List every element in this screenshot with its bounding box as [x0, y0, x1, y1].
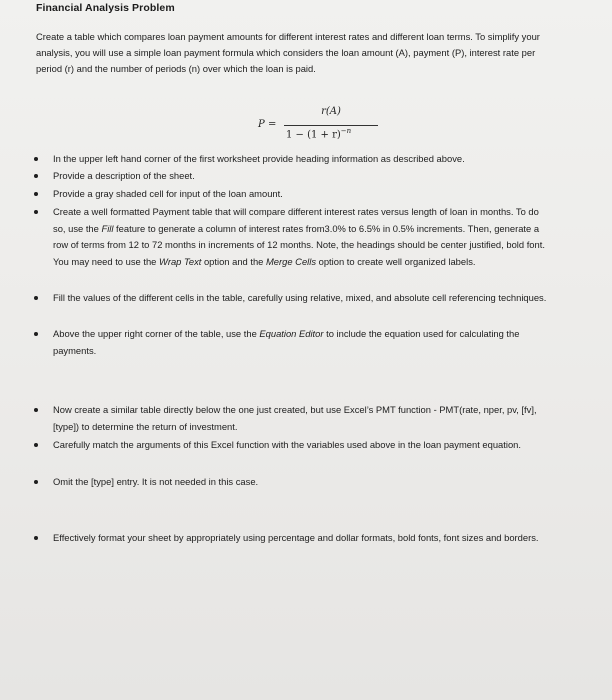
intro-paragraph: Create a table which compares loan payment amounts for different interest rates and different loan terms. To simplify your analysis, you will use a simple loan payment formula which considers the loan amount (A), payment (P), interest rate per period (r) and the number of periods (n) over which the loan is paid. [36, 31, 540, 74]
bullet-dot [34, 480, 38, 484]
list-item-text [53, 326, 553, 359]
equation-equals: = [268, 119, 277, 130]
text-run: Now create a similar table directly below the one just created, but use Excel’s PMT function - PMT(rate, nper, pv, [fv],[type]) to determine the return of investment. [53, 404, 537, 432]
bullet-dot [34, 192, 38, 196]
bullet-dot [34, 157, 38, 161]
list-item-text [53, 474, 553, 491]
text-run: Create a well formatted Payment table that will compare different interest rates versus length of loan in months. To do so, use the [53, 206, 539, 234]
text-run: Provide a description of the sheet. [53, 170, 195, 181]
text-run: feature to generate a column of interest rates from3.0% to 6.5% in 0.5% increments. Then, generate a row of terms from 12 to 72 months in increments of 12 months. Note, the headings should be center justified, bold font. You may need to use the [53, 222, 545, 267]
text-run: option and the [201, 255, 266, 267]
text-run: Fill the values of the different cells in the table, carefully using relative, mixed, and absolute cell referencing techniques. [53, 292, 547, 303]
equation-fraction-bar [284, 125, 378, 126]
italic-term: Wrap Text [158, 255, 202, 267]
bullet-dot [34, 210, 38, 214]
italic-term: Equation Editor [259, 328, 324, 339]
list-item-text [53, 530, 553, 547]
list-item-text [53, 168, 553, 185]
loan-payment-equation [258, 106, 398, 146]
text-run: Carefully match the arguments of this Excel function with the variables used above in the loan payment equation. [53, 439, 521, 450]
italic-term: Merge Cells [266, 255, 317, 267]
bullet-dot [34, 408, 38, 412]
text-run: Above the upper right corner of the table, use the [53, 328, 260, 339]
document-title: Financial Analysis Problem [36, 2, 175, 14]
bullet-dot [34, 536, 38, 540]
list-item-text [53, 402, 553, 435]
text-run: option to create well organized labels. [316, 255, 476, 267]
list-item-text [53, 437, 553, 454]
bullet-dot [34, 174, 38, 178]
text-run: Effectively format your sheet by appropriately using percentage and dollar formats, bold fonts, font sizes and borders. [53, 532, 539, 543]
text-run: In the upper left hand corner of the first worksheet provide heading information as described above. [53, 153, 465, 164]
text-run: Provide a gray shaded cell for input of the loan amount. [53, 188, 283, 199]
text-run: Omit the [type] entry. It is not needed in this case. [53, 476, 259, 487]
italic-term: Fill [101, 222, 114, 234]
list-item-text [53, 186, 553, 203]
list-item-text [53, 290, 553, 307]
equation-lhs: P [258, 119, 265, 130]
equation-denominator-base: 1 − (1 + r) [286, 129, 341, 141]
list-item-text [53, 204, 553, 270]
equation-denominator [286, 127, 380, 140]
bullet-dot [34, 296, 38, 300]
bullet-dot [34, 443, 38, 447]
equation-denominator-exponent: −n [340, 127, 352, 135]
list-item-text [53, 151, 553, 168]
bullet-dot [34, 332, 38, 336]
equation-numerator: r(A) [321, 106, 341, 117]
text-run: to include the equation used for calculating the payments. [53, 328, 520, 356]
